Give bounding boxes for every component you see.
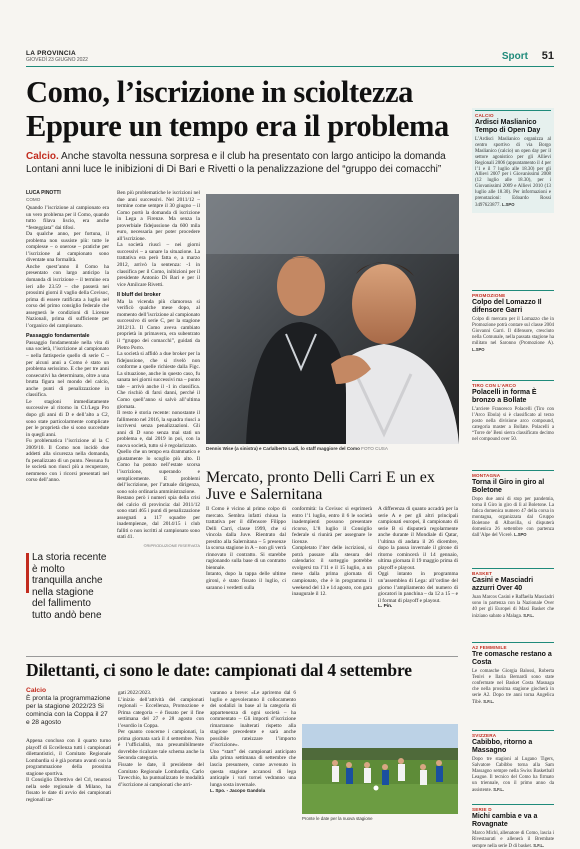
dilettanti-column-3: [210, 690, 296, 795]
section-name: Sport: [501, 51, 528, 62]
brief-title: Casini e Masciadri azzurri Over 40: [472, 577, 534, 592]
dilettanti-kicker: [26, 687, 111, 727]
lead-headline-2: Eppure un tempo era il problema: [26, 109, 449, 143]
kicker-tag: Calcio.: [26, 151, 59, 162]
paragraph: Oggi intanto in programma un’assemblea di Lega: all’ordine del giorno l’ampliamento del numero di giocatori in panchina – da 12 a 15 – e il format di playoff e playout.: [378, 571, 458, 604]
paragraph: Completato l’iter delle iscrizioni, si potrà passare alla stesura del calendario: il sorteggio potrebbe svolgersi tra l’11 e il 15 luglio, a un mese dalla prima giornata di campionato, che è in programma il weekend del 13 e 14 agosto, con gara inaugurale il 12.: [292, 545, 372, 598]
brief-item: [472, 380, 554, 442]
brief-body: Le comasche Giorgia Balossi, Roberta Tenivi e Ilaria Bernardi sono state confermate nel Basket Costa Masnaga che nella prossima stagione giocherà in serie A2. Dopo tre anni torna Angelica Tibè. S.F.L.: [472, 669, 554, 705]
dilettanti-headline: Dilettanti, ci sono le date: campionati dal 4 settembre: [26, 660, 412, 680]
lead-photo-caption: [206, 446, 459, 451]
paragraph: Da qualche anno, per fortuna, il problema non sussiste più: tutte le complesse – o onerose – pratiche per l’iscrizione al campionato sono diventate una formalità.: [26, 231, 109, 264]
paragraph: La società si affidò a due broker per la fidejussione, che si rivelò non conforme a quelle richieste dalla Figc. La situazione, anche in questo caso, fu sanata nei giorni successivi ma – punto tale – arrivò anche il -1 in classifica. Che rischiò di farsi danni, perché il Como quell’anno si salvò all’ultima giornata.: [117, 351, 200, 410]
dilettanti-column-2: [118, 690, 204, 788]
dilettanti-column-1: [26, 738, 111, 803]
header-rule: [26, 66, 554, 67]
paragraph: Il Consiglio Direttivo del Crl, tenutosi nella sede regionale di Milano, ha fissato le date di avvio dei campionati regionali tar-: [26, 777, 111, 803]
brief-body: Juan Marcos Casini e Raffaella Masciadri sono in partenza con la Nazionale Over 40 per gli Europei di Maxi Basket che iniziano sabato a Malaga. S.F.L.: [472, 595, 554, 619]
brief-label: SVIZZERA: [472, 730, 554, 738]
mercato-column-3: [378, 506, 458, 611]
signature: L. Spo. - Jacopo Gandola: [210, 788, 266, 794]
paragraph: Fu problematica l’iscrizione al la C 2009/10. Il Como non incidò due addetti alla sicurezza nella domanda, fu penalizzato di un punto. Nessuna fu le società non riuscì più a recuperare, nemmeno con i ricorsi presentati nel corso dell’anno.: [26, 438, 109, 484]
lead-column-2: [117, 190, 200, 550]
mercato-headline: Mercato, pronto Delli Carri E un ex Juve e Salernitana: [206, 469, 435, 503]
brief-title: Torna il Giro in giro al Boletone: [472, 479, 545, 494]
paragraph: Per quanto concerne i campionati, la prima giornata sarà il 4 settembre. Non è l’ufficialità, ma presumibilmente dovrebbe ricalcare tale schema anche la Seconda categoria.: [118, 729, 204, 762]
paragraph: Ben più problematiche le iscrizioni nel due anni successivi. Nel 2011/12 – termine come sempre il 30 giugno – il Como portò la domanda di iscrizione in Lega a Firenze. Ma senza la proverbiale fidejussione da 600 mila euro, necessaria per poter procedere all’iscrizione.: [117, 190, 200, 242]
paragraph: La società riuscì – nei giorni successivi – a sanare la situazione. La trattativa era però fatta e, a marzo 2012, arrivò la sentenza: -1 in classifica per il Como, inibizioni per il presidente Antonio Di Bari e per il vice Amilcare Rivetti.: [117, 242, 200, 288]
brief-title: Cabibbo, ritorno a Massagno: [472, 739, 533, 754]
caption-text: Dennis Wise (a sinistra) e Carlalberto Ludi, lo staff maggiore del Como: [206, 446, 360, 451]
paragraph: Uno “start” dei campionati anticipato alla prima settimana di settembre che lascia presumere, come avvenuto in questa stagione accanosi di lega anticaple i vari tornei vedranno una lunga sosta invernale.: [210, 748, 296, 788]
dilettanti-photo-image: [302, 724, 458, 814]
paragraph: L’inizio dell’attività del campionati regionali – Eccellenza, Promozione e Prima categoria – è fissato per il fine settimana del 27 e 28 agosto con l’esordio in Coppa.: [118, 696, 204, 729]
brief-body: L’Ardisci Maslianico organizza al centro sportivo di via Borgo Maslianico (calcio) un open day per il settore agonistico per gli Allievi Regionali 2006 (appuntamento il 4 per l’1 e il 7 luglio alle 18.30) per gli Allievi 2007 per i Giovanissimi 2008 (12 luglio alle 18.30), per i Giovanissimi 2009 e Allievi 2010 (13 luglio alle 18.30). Per informazioni e prenotazioni: Edoardo Rossi 3497623877. L.SPO: [475, 137, 551, 208]
brief-body: Dopo due anni di stop per pandemia, torna il Giro in giro di lì al Boletone. La fatica domenica numero 47 della corsa in montagna, organizzata dal Gruppo Boletone di Albavilla, si disputerà domenica 26 settembre con partenza dall’Alpe del Vicerè. L.SPO: [472, 497, 554, 539]
dateline-place: COMO: [26, 197, 41, 202]
brief-label: A2 FEMMINILE: [472, 642, 554, 650]
brief-body: Marco Michi, allenatore di Como, lascia i Rivestaurati e allenerà il Brembate sempre nella serie D di basket. S.F.L.: [472, 831, 554, 849]
brief-item: [472, 568, 554, 620]
paragraph: Le stagioni immediatamente successive al ritorno in C1/Lega Pro dopo gli anni di D e dell’alto a C2, sono state particolarmente complicate per le proprietà che si sono succedute in quegli anni.: [26, 398, 109, 438]
photo-credit: FOTO CUSA: [361, 446, 388, 451]
brief-title: Michi cambia e va a Rovagnate: [472, 813, 538, 828]
brief-item: [472, 108, 554, 213]
paragraph: Appena concluso con il quarto turno playoff di Eccellenza tutti i campionati dilettantistici, il Comitato Regionale Lombardia si è già portato avanti con la programmazione della prossima stagione sportiva.: [26, 738, 111, 777]
brief-item: [472, 470, 554, 539]
brief-item: [472, 804, 554, 849]
mercato-column-2: [292, 506, 372, 598]
brief-title: Tre comasche restano a Costa: [472, 651, 552, 666]
lead-photo: [206, 194, 459, 444]
kicker-tag: Calcio: [26, 687, 47, 694]
section-divider: [26, 656, 458, 657]
lead-headline-1: Como, l’iscrizione in scioltezza: [26, 75, 413, 109]
kicker-text: È pronta la programmazione per la stagione 2022/23 Si comincia con la Coppa il 27 e 28 agosto: [26, 695, 111, 726]
brief-label: MONTAGNA: [472, 470, 554, 478]
brief-label: CALCIO: [475, 110, 551, 118]
paragraph: Ma la vicenda più clamorosa si verificò qualche mese dopo, al momento dell’iscrizione al campionato successivo di serie C, per la stagione 2012/13. Il Como aveva cambiato proprietà in primavera, era subentrato il “gruppo dei comacchi”, guidati da Pietro Porro.: [117, 298, 200, 351]
paragraph: Il resto è storia recente: nonostante il fallimento nel 2016, la squadra riuscì a iscriversi senza penalizzazioni. Gli anni di D sono senza mai stati un problema e, dal 2019 in poi, con la nuova società, tutto si è regolarizzato.: [117, 410, 200, 449]
subheading: Passaggio fondamentale: [26, 333, 90, 340]
paragraph: Fissate le date, il presidente del Comitato Regionale Lombardia, Carlo Tavecchio, ha puntualizzato le modalità d’iscrizione ai campionati che arri-: [118, 762, 204, 788]
lead-kicker: [26, 150, 458, 176]
rights-notice: ©RIPRODUZIONE RISERVATA: [143, 542, 200, 548]
dilettanti-photo: [302, 724, 458, 814]
pull-quote: [26, 552, 108, 622]
kicker-text: Anche stavolta nessuna sorpresa e il club ha presentato con largo anticipo la domanda Lontani anni luce le inibizioni di Di Bari e Rivetti o la penalizzazione del “gruppo dei comacchi”: [26, 151, 446, 175]
paragraph: varanno a breve: «Le apriremo dal 6 luglio e agevoleranno il collocamento dei sodalizi in base al la categoria di appartenenza di ogni società – ha commentato – Gli importi d’iscrizione rimarranno inalterati rispetto alla stagione precedente e sarà anche possibile rateizzare l’importo d’iscrizione».: [210, 690, 296, 749]
brief-body: Dopo tre stagioni al Lugano Tigers, Salvatore Cabibbo torna alla Sam Massagno sempre nella Swiss Basketball League. Il tecnico del Como ha firmato un triennale, con il primo anno da assistente. S.F.L.: [472, 757, 554, 793]
brief-label: TIRO CON L’ARCO: [472, 380, 554, 388]
lead-column-1: [26, 205, 109, 484]
lead-photo-image: [206, 194, 459, 444]
brief-title: Ardisci Maslianico Tempo di Open Day: [475, 119, 541, 134]
brief-body: L’arciere Francesco Polacelli (Tiro con l’Arco Ebola) si è classificato al terzo posto nella divisione arco compound, categoria master a Bollate. Polacelli a “Torre de’ Beni sierra classificato decimo nel compound over 50.: [472, 407, 554, 442]
paragraph: Intanto, dopo la tappa delle ultime gironi, è stato fissato il luglio, ci saranno i verdetti sulla: [206, 571, 286, 591]
mercato-column-1: [206, 506, 286, 591]
brief-item: [472, 290, 554, 353]
paragraph: Quello che un tempo era drammatico e giustamente lo scoglio più alto. Il Como ha potuto nell’estate scorsa l’iscrizione, superando e semplicemente. E problemi dell’iscrizione, per l’attuale dirigenza, sono solo ordinaria amministrazione.: [117, 449, 200, 495]
pull-quote-bar: [26, 553, 29, 593]
page-header: [26, 50, 554, 70]
brief-label: BASKET: [472, 568, 554, 576]
brief-label: PROMOZIONE: [472, 290, 554, 298]
newspaper-name: LA PROVINCIA: [26, 50, 76, 57]
brief-label: SERIE D: [472, 804, 554, 812]
page-number: 51: [541, 50, 554, 62]
paragraph: Quando l’iscrizione al campionato era un vero problema per il Como, quando tutto filava liscio, era anche “festeggiata” dai tifosi.: [26, 205, 109, 231]
paragraph: gati 2022/2023.: [118, 690, 152, 696]
pull-quote-text: La storia recente è molto tranquilla anche nella stagione del fallimento tutto andò bene: [32, 552, 107, 621]
paragraph: Restano però i numeri spia della crisi del calcio di provincia: dal 2011/12 sono stati 465 i punti di penalizzazione assegnati a 117 squadre per inadempienze, dal 2014/15 i club falliti o non iscritti al campionato sono stati 41.: [117, 495, 200, 541]
signature: L. Pin.: [378, 604, 393, 610]
paragraph: A differenza di quanto accadrà per la serie A e per gli altri principali campionati europei, il campionato di serie B si disputerà regolarmente anche durante il Mondiale di Qatar, l’ultima di andata il 26 dicembre, dopo la pausa invernale il girone di ritorno comincerà il 14 gennaio, ultima giornata il 19 maggio prima di playoff e playout.: [378, 506, 458, 571]
subheading: Il bluff dei broker: [117, 292, 161, 299]
paragraph: Passaggio fondamentale nella vita di una società, l’iscrizione al campionato – nella fattispecie quello di serie C – per alcuni anni a Como è stato un problema serissimo. E che per tre anni consecutivi ha determinato, oltre a una brutta figura nel mondo del calcio, anche punti di penalizzazione in classifica.: [26, 339, 109, 399]
brief-body: Colpo di mercato per il Lomazzo che in Promozione potrà contare sul classe 2004 Giovanni Garri. Il difensore, cresciuto nella Comunale, nella passata stagione ha militato nel Saronno (Promozione A). L.SPO: [472, 317, 554, 352]
author: LUCA PINOTTI: [26, 190, 61, 196]
paragraph: Il Como è vicino al primo colpo di mercato. Sembra infatti chiusa la trattativa per il difensore Filippo Delli Carri, classe 1999, che si vincola dalla Juve. Rientrato dal prestito alla Salernitana – 5 presenze la scorsa stagione in A – non gli verrà rinnovato il contratto. Si starebbe ragionando sulla base di un contratto biennale.: [206, 506, 286, 571]
paragraph: Anche quest’anno il Como ha presentato con largo anticipo la domanda di iscrizione – il termine era ieri alle 23.59 – che passerà nei prossimi giorni il vaglio della Covisoc, prima di essere ratificata a luglio nel corso del primo consiglio federale che assegnerà le condizioni di Licenze Nazionali, prima di sufficiente per l’organico del campionato.: [26, 263, 109, 329]
brief-item: [472, 730, 554, 793]
issue-date: GIOVEDÌ 23 GIUGNO 2022: [26, 57, 88, 63]
brief-title: Colpo del Lomazzo Il difensore Garri: [472, 299, 542, 314]
dilettanti-photo-caption: Pronte le date per la nuova stagione: [302, 816, 373, 821]
paragraph: conformità: la Covisoc si esprimerà entro l’1 luglio, entro il 6 le società inadempienti possono presentare ricorso, L’8 luglio il Consiglio federale si riunirà per assegnare le licenze.: [292, 506, 372, 545]
brief-item: [472, 642, 554, 705]
brief-title: Polacelli in forma È bronzo a Bollate: [472, 389, 537, 404]
